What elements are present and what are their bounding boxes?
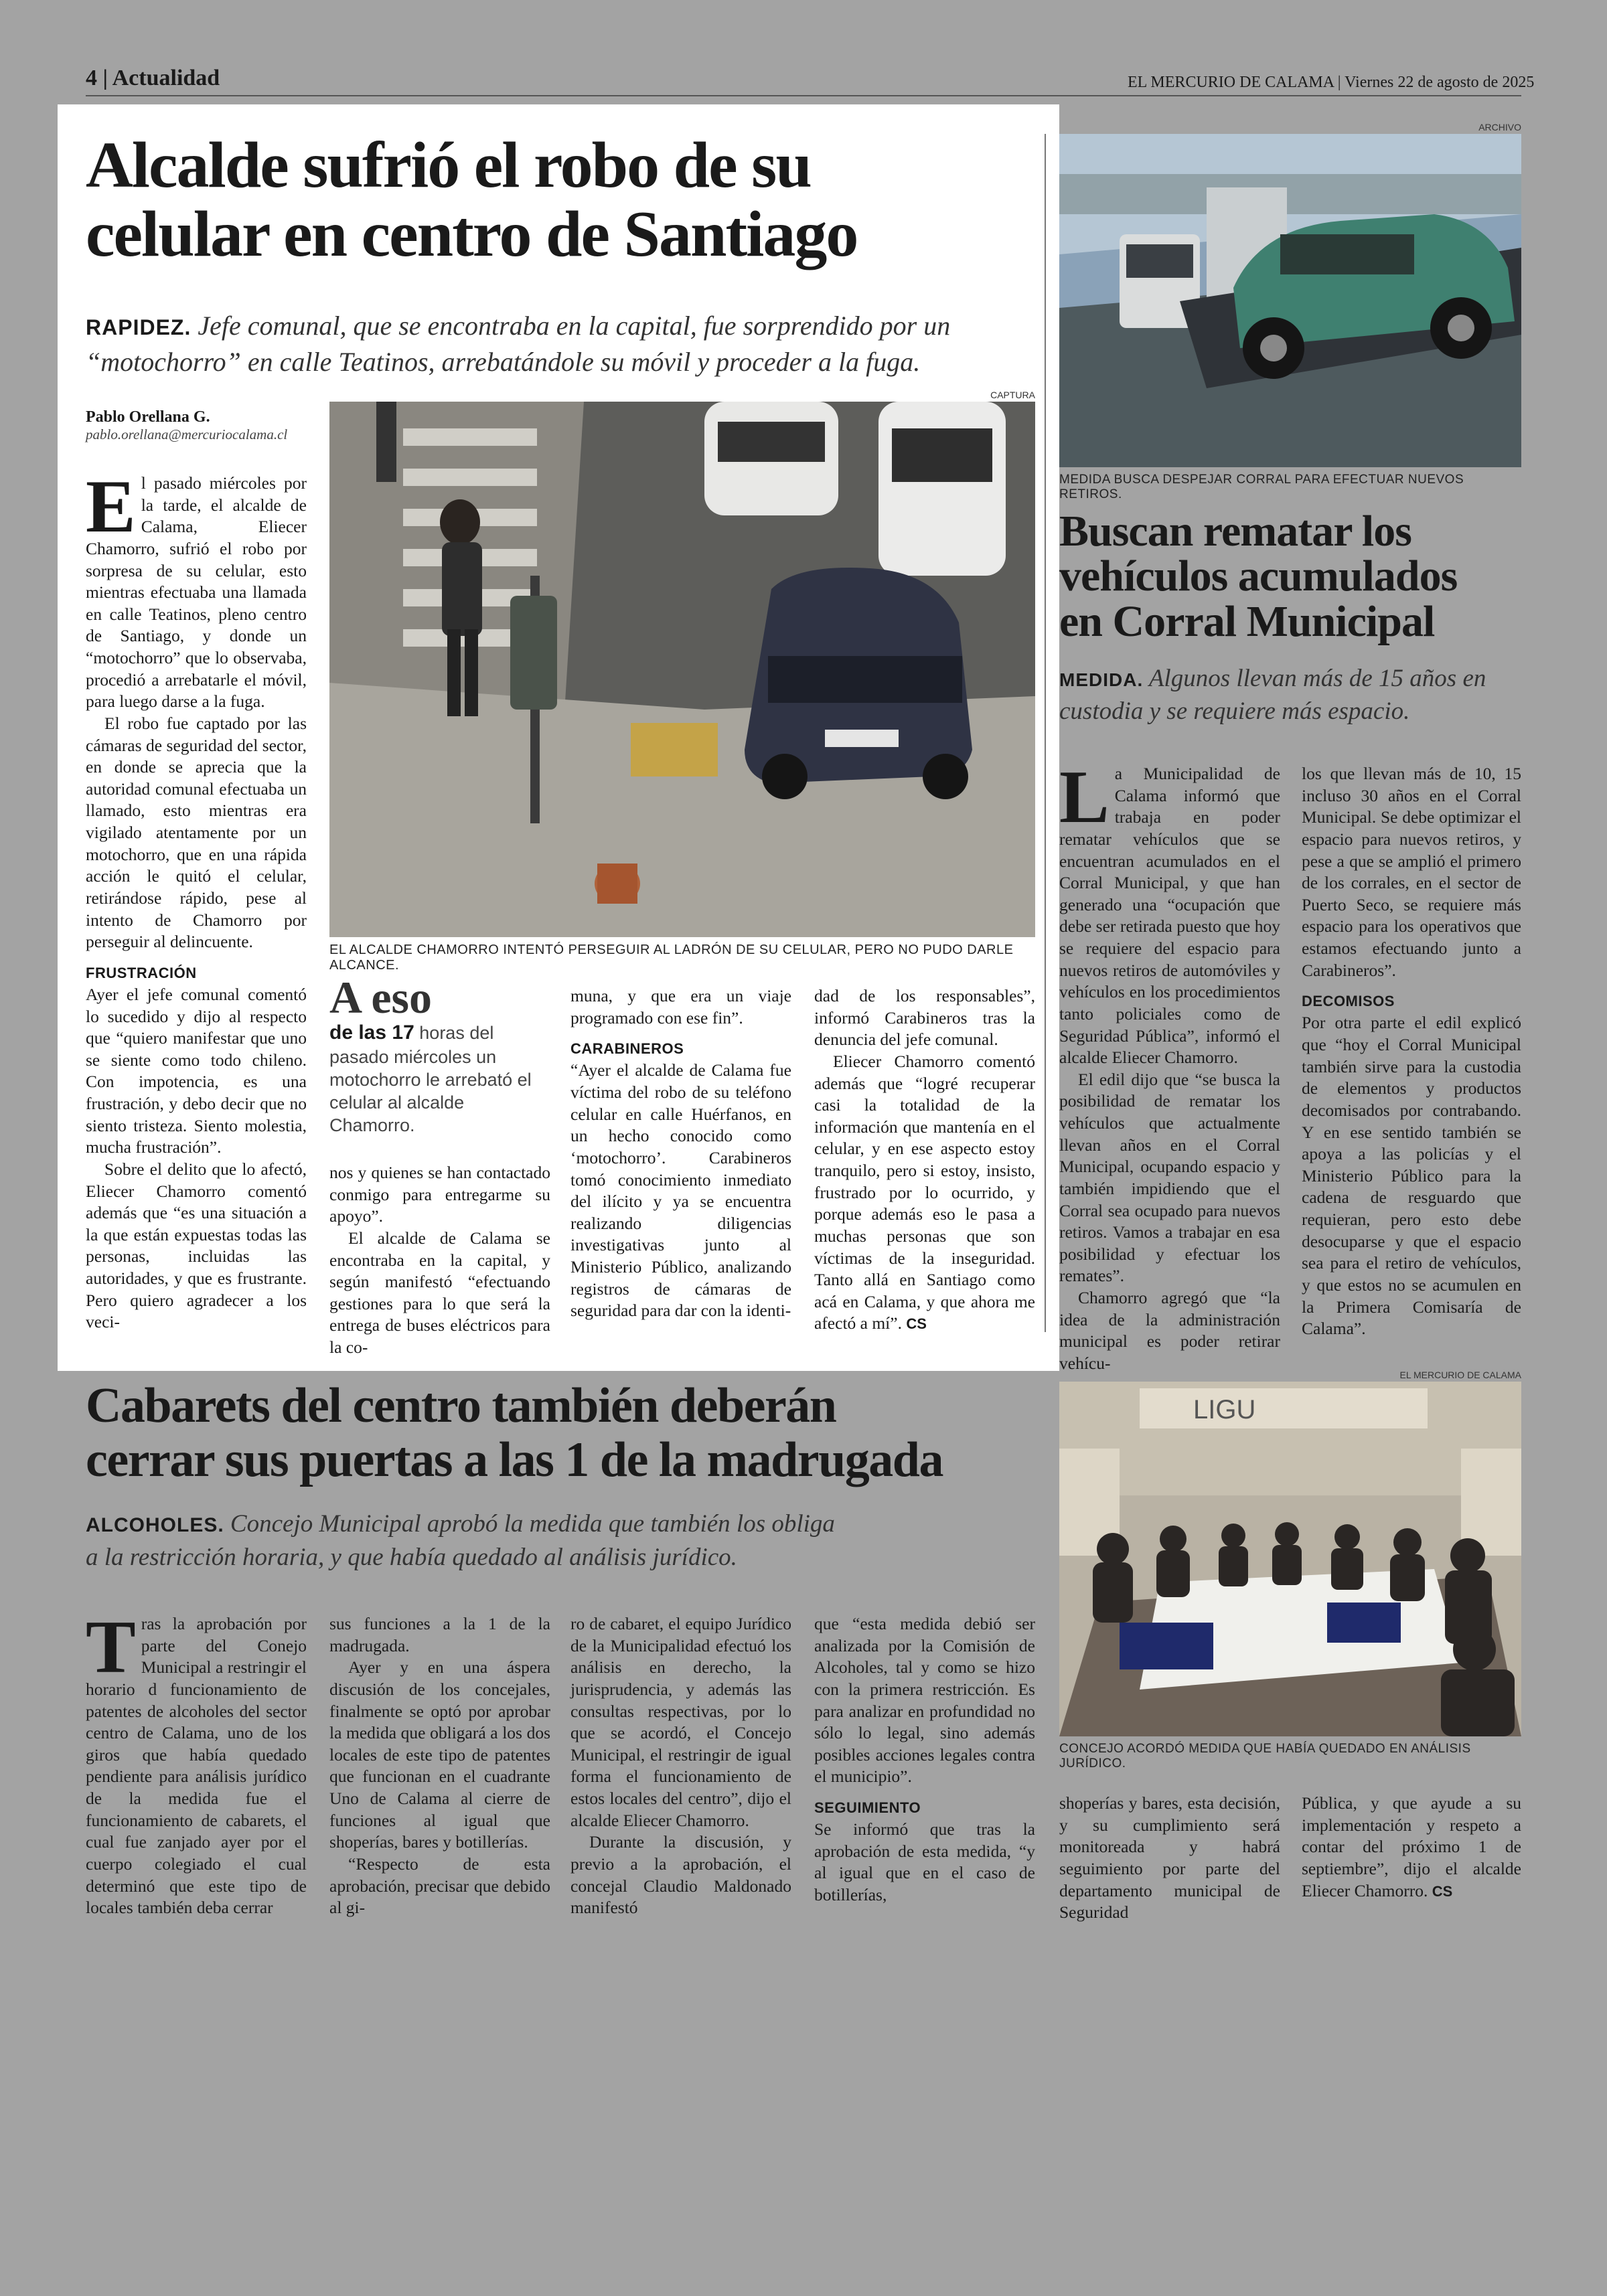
article1-subhead-frustracion: FRUSTRACIÓN xyxy=(86,964,197,981)
article3-deck: ALCOHOLES. Concejo Municipal aprobó la medida que también los obliga a la restricción horaria, y que había quedado al análisis jurídico. xyxy=(86,1510,835,1571)
article1-pull-quote: A eso de las 17 horas del pasado miércoles un motochorro le arrebató el celular al alcalde Chamorro. xyxy=(329,972,532,1135)
article1-drop-cap: E xyxy=(86,465,136,548)
article1-column-4: dad de los responsables”, informó Carabineros tras la denuncia del jefe comunal. Eliecer Chamorro comentó además que “logré recuperar casi la totalidad de la información que mantenía en el celular, y en ese aspecto estoy tranquilo, pero si estoy, insisto, frustrado por lo ocurrido, y porque además eso le pasa a muchas personas que son víctimas de la inseguridad. Tanto allá en Santiago como acá en Calama, y que ahora me afectó a mí”. CS xyxy=(814,986,1035,1333)
article3-column-2: sus funciones a la 1 de la madrugada. Ayer y en una áspera discusión de los concejales, finalmente se optó por aprobar la medida que obligará a los dos locales de este tipo de patentes que funcionan en el cuadrante Uno de Calama al cierre de funciones al igual que shoperías, bares y botillerías. “Respecto de esta aprobación, precisar que debido al gi- xyxy=(329,1614,550,1918)
tow-truck-photo xyxy=(1059,134,1521,467)
article1-deck: RAPIDEZ. Jefe comunal, que se encontraba en la capital, fue sorprendido por un “motochorro” en calle Teatinos, arrebatándole su móvil y proceder a la fuga. xyxy=(86,311,951,377)
article1-photo-credit: CAPTURA xyxy=(990,390,1035,400)
article1-title: Alcalde sufrió el robo de su celular en centro de Santiago xyxy=(86,129,858,270)
article3-column-5: shoperías y bares, esta decisión, y su cumplimiento será monitoreada y habrá seguimiento por parte del departamento municipal de Seguridad xyxy=(1059,1793,1280,1922)
end-mark-icon: CS xyxy=(906,1315,927,1333)
article2-column-1: La Municipalidad de Calama informó que trabaja en poder rematar vehículos que se encuentran acumulados en el Corral Municipal, y que han generado una “ocupación que debe ser retirada puesto que hoy se requiere del espacio para nuevos retiros de automóviles y vehículos en los procedimientos tanto policiales como de Seguridad Pública”, informó el alcalde Eliecer Chamorro. El edil dijo que “se busca la posibilidad de rematar los vehículos que actualmente llevan años en el Corral Municipal, ocupando espacio y también impidiendo que el Corral sea ocupado para nuevos retiros. Vamos a trabajar en esa posibilidad y efectuar los remates”. Chamorro agregó que “la idea de la administración municipal es poder retirar vehícu- xyxy=(1059,756,1280,1373)
article3-photo-caption: CONCEJO ACORDÓ MEDIDA QUE HABÍA QUEDADO EN ANÁLISIS JURÍDICO. xyxy=(1059,1742,1471,1771)
article3-column-6: Pública, y que ayude a su implementación y respeto a contar del próximo 1 de septiembre”, dijo el alcalde Eliecer Chamorro. CS xyxy=(1302,1793,1521,1900)
end-mark-icon: CS xyxy=(1432,1882,1453,1900)
article3-column-3: ro de cabaret, el equipo Jurídico de la Municipalidad efectuó los análisis en derecho, la jurisprudencia, y además las consultas respectivas, por lo que se acordó, el Concejo Municipal, el restringir de igual forma el funcionamiento de estos locales del centro”, dijo el alcalde Eliecer Chamorro. Durante la discusión, y previo a la aprobación, el concejal Claudio Maldonado manifestó xyxy=(570,1614,791,1918)
article1-column-rule xyxy=(1045,134,1046,1332)
article1-column-2: nos y quienes se han contactado conmigo para entregarme su apoyo”. El alcalde de Calama se encontraba en la capital, y según manifestó “efectuando gestiones para lo que será la entrega de buses eléctricos para la co- xyxy=(329,1163,550,1357)
article1-column-3: muna, y que era un viaje programado con ese fin”. CARABINEROS “Ayer el alcalde de Calama fue víctima del robo de su teléfono celular en calle Huérfanos, en un hecho conocido como ‘motochorro’. Carabineros tomó conocimiento inmediato del ilícito y ya se encuentra realizando diligencias investigativas junto al Ministerio Público, analizando registros de cámaras de seguridad para dar con la identi- xyxy=(570,986,791,1321)
article3-subhead-seguimiento: SEGUIMIENTO xyxy=(814,1799,921,1816)
header-rule xyxy=(86,95,1521,96)
article1-subhead-carabineros: CARABINEROS xyxy=(570,1040,684,1058)
street-cctv-photo xyxy=(329,402,1035,937)
article1-column-1: El pasado miércoles por la tarde, el alcalde de Calama, Eliecer Chamorro, sufrió el robo por sorpresa de su celular, esto mientras efectuaba una llamada en calle Teatinos, pleno centro de Santiago, y donde un “motochorro” que lo observaba, procedió a arrebatarle el móvil, para luego darse a la fuga. El robo fue captado por las cámaras de seguridad del sector, en donde se aprecia que la autoridad comunal efectuaba un llamado, esto mientras era vigilado atentamente por un motochorro, que en una rápida acción le quitó el celular, retirándose rápido, pese al intento de Chamorro por perseguir al delincuente. FRUSTRACIÓN Ayer el jefe comunal comentó lo sucedido y dijo al respecto que “quiero manifestar que uno se siente como todo chileno. Con impotencia, es una frustración, y debo decir que no siento tristeza. Siento molestia, mucha frustración”. Sobre el delito que lo afectó, Eliecer Chamorro comentó además que “es una situación a la que están expuestas todas las personas, incluidas las autoridades, y que es frustrante. Pero quiero agradecer a los veci- xyxy=(86,465,307,1332)
article3-column-4: que “esta medida debió ser analizada por la Comisión de Alcoholes, tal y como se hizo con la primera restricción. Es para analizar en profundidad no sólo lo legal, sino además posibles acciones legales contra el municipio”. SEGUIMIENTO Se informó que tras la aprobación de esta medida, “y al igual que en el caso de botillerías, xyxy=(814,1614,1035,1905)
article3-column-1: Tras la aprobación por parte del Conejo Municipal a restringir el horario d funcionamiento de patentes de alcoholes del sector centro de Calama, uno de los giros que había quedado pendiente para análisis jurídico de la medida fue el funcionamiento de cabarets, el cual fue zanjado ayer por el cuerpo colegiado el cual determinó que este tipo de locales también deba cerrar xyxy=(86,1606,307,1918)
article3-drop-cap: T xyxy=(86,1606,136,1689)
council-meeting-photo xyxy=(1059,1382,1521,1736)
article2-drop-cap: L xyxy=(1059,756,1109,839)
article2-deck: MEDIDA. Algunos llevan más de 15 años en custodia y se requiere más espacio. xyxy=(1059,665,1486,725)
article2-subhead-decomisos: DECOMISOS xyxy=(1302,993,1395,1010)
article2-title: Buscan rematar los vehículos acumulados en Corral Municipal xyxy=(1059,507,1458,646)
article1-byline: Pablo Orellana G. pablo.orellana@mercuriocalama.cl xyxy=(86,408,288,442)
publication-date-line: EL MERCURIO DE CALAMA | Viernes 22 de agosto de 2025 xyxy=(1128,74,1535,91)
article2-column-2: los que llevan más de 10, 15 incluso 30 años en el Corral Municipal. Se debe optimizar el espacio para nuevos retiros, y pese a que se amplió el primero de los corrales, en el sector de Puerto Seco, se requiere más espacio para los operativos que estamos efectuando junto a Carabineros”. DECOMISOS Por otra parte el edil explicó que “hoy el Corral Municipal también sirve para la custodia de elementos y productos decomisados por contrabando. Y en ese sentido también se apoya a las policías y el Ministerio Público para la cadena de resguardo que requieran, pero esto debe desocuparse y que el espacio sea para el retiro de vehículos, y que estos no se acumulen en la Primera Comisaría de Calama”. xyxy=(1302,764,1521,1339)
article1-photo-caption: EL ALCALDE CHAMORRO INTENTÓ PERSEGUIR AL LADRÓN DE SU CELULAR, PERO NO PUDO DARLE ALCANCE. xyxy=(329,942,1014,973)
page-section-label: 4 | Actualidad xyxy=(86,66,220,90)
photo-sign-text: LIGU xyxy=(1193,1395,1256,1424)
article3-title: Cabarets del centro también deberán cerrar sus puertas a las 1 de la madrugada xyxy=(86,1378,943,1488)
article2-photo-caption: MEDIDA BUSCA DESPEJAR CORRAL PARA EFECTUAR NUEVOS RETIROS. xyxy=(1059,473,1464,501)
article3-photo-credit: EL MERCURIO DE CALAMA xyxy=(1399,1370,1521,1380)
article2-photo-credit: ARCHIVO xyxy=(1478,122,1521,133)
